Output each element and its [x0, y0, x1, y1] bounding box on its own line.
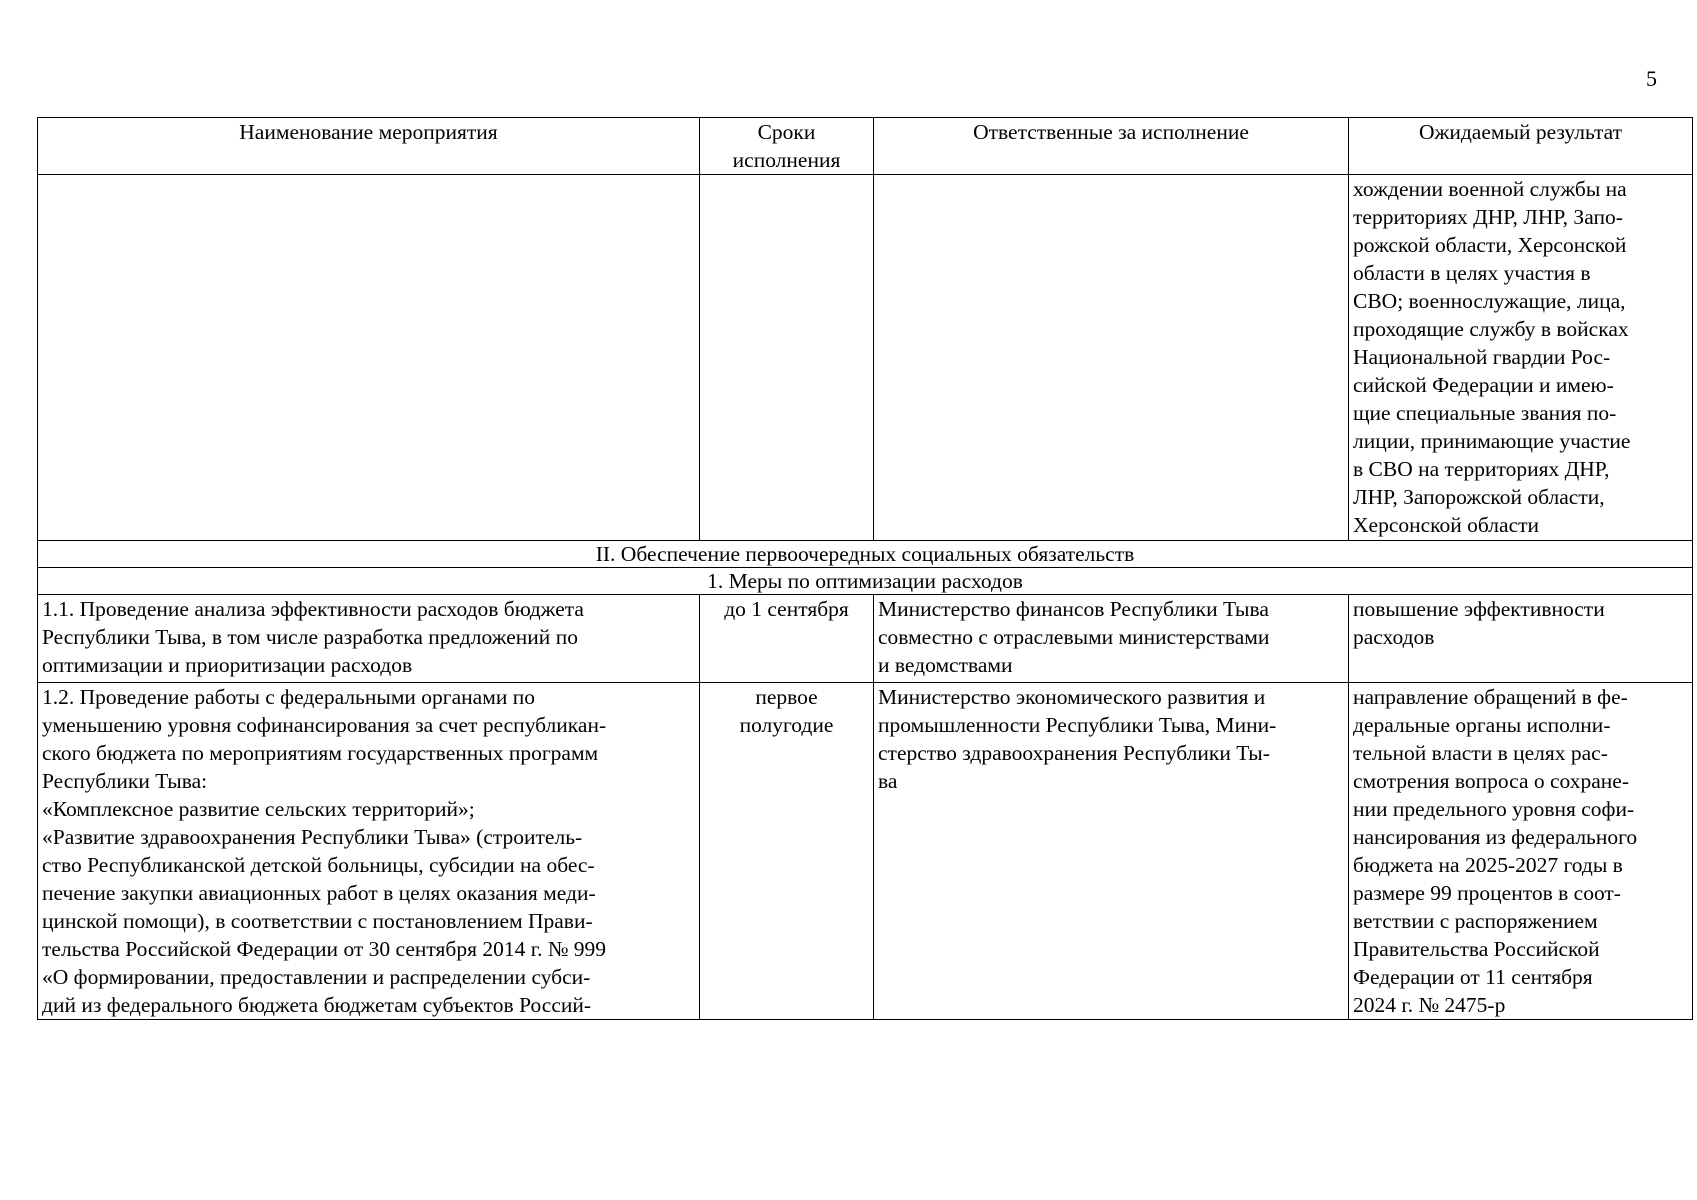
text-line: тельной власти в целях рас-: [1353, 741, 1608, 765]
cell-responsible: [874, 595, 1349, 683]
header-expected-result: Ожидаемый результат: [1349, 118, 1693, 175]
text-line: Республики Тыва, в том числе разработка предложений по: [42, 625, 578, 649]
cell-empty: [700, 175, 874, 541]
text-line: тельства Российской Федерации от 30 сентября 2014 г. № 999: [42, 937, 607, 961]
cell-expected-result: [1349, 595, 1693, 683]
text-line: рожской области, Херсонской: [1353, 233, 1627, 257]
text-line: бюджета на 2025-2027 годы в: [1353, 853, 1623, 877]
page-number: 5: [1646, 66, 1657, 91]
text-line: Республики Тыва:: [42, 769, 208, 793]
cell-empty: [38, 175, 700, 541]
text-line: «Развитие здравоохранения Республики Тыва» (строитель-: [42, 825, 583, 849]
table-row: [38, 595, 1693, 683]
cell-deadline: [700, 595, 874, 683]
text-line: нии предельного уровня софи-: [1353, 797, 1635, 821]
text-line: ЛНР, Запорожской области,: [1353, 485, 1605, 509]
text-line: первое: [755, 685, 818, 709]
header-deadline-line: Сроки: [757, 120, 816, 144]
text-line: дий из федерального бюджета бюджетам субъектов Россий-: [42, 993, 592, 1017]
text-line: ского бюджета по мероприятиям государственных программ: [42, 741, 599, 765]
cell-expected-result: [1349, 683, 1693, 1020]
text-line: цинской помощи), в соответствии с постановлением Прави-: [42, 909, 593, 933]
table-row: [38, 683, 1693, 1020]
text-line: до 1 сентября: [724, 597, 849, 621]
text-line: Херсонской области: [1353, 513, 1540, 537]
cell-responsible: [874, 683, 1349, 1020]
text-line: совместно с отраслевыми министерствами: [878, 625, 1270, 649]
text-line: ва: [878, 769, 898, 793]
measures-table: [37, 117, 1693, 1020]
section-heading-row: [38, 541, 1693, 568]
text-line: промышленности Республики Тыва, Мини-: [878, 713, 1277, 737]
header-measure-name: Наименование мероприятия: [38, 118, 700, 175]
text-line: расходов: [1353, 625, 1435, 649]
cell-result-continuation: [1349, 175, 1693, 541]
text-line: Национальной гвардии Рос-: [1353, 345, 1611, 369]
text-line: Министерство финансов Республики Тыва: [878, 597, 1269, 621]
table-row-continuation: [38, 175, 1693, 541]
text-line: 2024 г. № 2475-р: [1353, 993, 1506, 1017]
text-line: щие специальные звания по-: [1353, 401, 1617, 425]
cell-measure-name: [38, 683, 700, 1020]
text-line: лиции, принимающие участие: [1353, 429, 1631, 453]
text-line: печение закупки авиационных работ в целях оказания меди-: [42, 881, 596, 905]
text-line: в СВО на территориях ДНР,: [1353, 457, 1610, 481]
text-line: Правительства Российской: [1353, 937, 1600, 961]
table-header-row: [38, 118, 1693, 175]
text-line: смотрения вопроса о сохране-: [1353, 769, 1629, 793]
text-line: хождении военной службы на: [1353, 177, 1627, 201]
header-deadline: [700, 118, 874, 175]
text-line: и ведомствами: [878, 653, 1013, 677]
section-title: II. Обеспечение первоочередных социальных обязательств: [38, 541, 1693, 568]
text-line: деральные органы исполни-: [1353, 713, 1611, 737]
subsection-title: 1. Меры по оптимизации расходов: [38, 568, 1693, 595]
text-line: области в целях участия в: [1353, 261, 1591, 285]
cell-empty: [874, 175, 1349, 541]
text-line: ветствии с распоряжением: [1353, 909, 1598, 933]
text-line: размере 99 процентов в соот-: [1353, 881, 1621, 905]
text-line: стерство здравоохранения Республики Ты-: [878, 741, 1270, 765]
text-line: ство Республиканской детской больницы, субсидии на обес-: [42, 853, 595, 877]
text-line: уменьшению уровня софинансирования за счет республикан-: [42, 713, 607, 737]
text-line: Министерство экономического развития и: [878, 685, 1266, 709]
cell-deadline: [700, 683, 874, 1020]
text-line: проходящие службу в войсках: [1353, 317, 1629, 341]
text-line: полугодие: [739, 713, 834, 737]
text-line: «Комплексное развитие сельских территорий»;: [42, 797, 475, 821]
text-line: направление обращений в фе-: [1353, 685, 1628, 709]
text-line: Федерации от 11 сентября: [1353, 965, 1593, 989]
text-line: «О формировании, предоставлении и распределении субси-: [42, 965, 591, 989]
text-line: 1.2. Проведение работы с федеральными органами по: [42, 685, 535, 709]
text-line: оптимизации и приоритизации расходов: [42, 653, 413, 677]
subsection-heading-row: [38, 568, 1693, 595]
header-responsible: Ответственные за исполнение: [874, 118, 1349, 175]
header-deadline-line: исполнения: [732, 148, 841, 172]
text-line: нансирования из федерального: [1353, 825, 1638, 849]
text-line: СВО; военнослужащие, лица,: [1353, 289, 1626, 313]
text-line: территориях ДНР, ЛНР, Запо-: [1353, 205, 1623, 229]
text-line: повышение эффективности: [1353, 597, 1605, 621]
text-line: сийской Федерации и имею-: [1353, 373, 1614, 397]
cell-measure-name: [38, 595, 700, 683]
text-line: 1.1. Проведение анализа эффективности расходов бюджета: [42, 597, 584, 621]
